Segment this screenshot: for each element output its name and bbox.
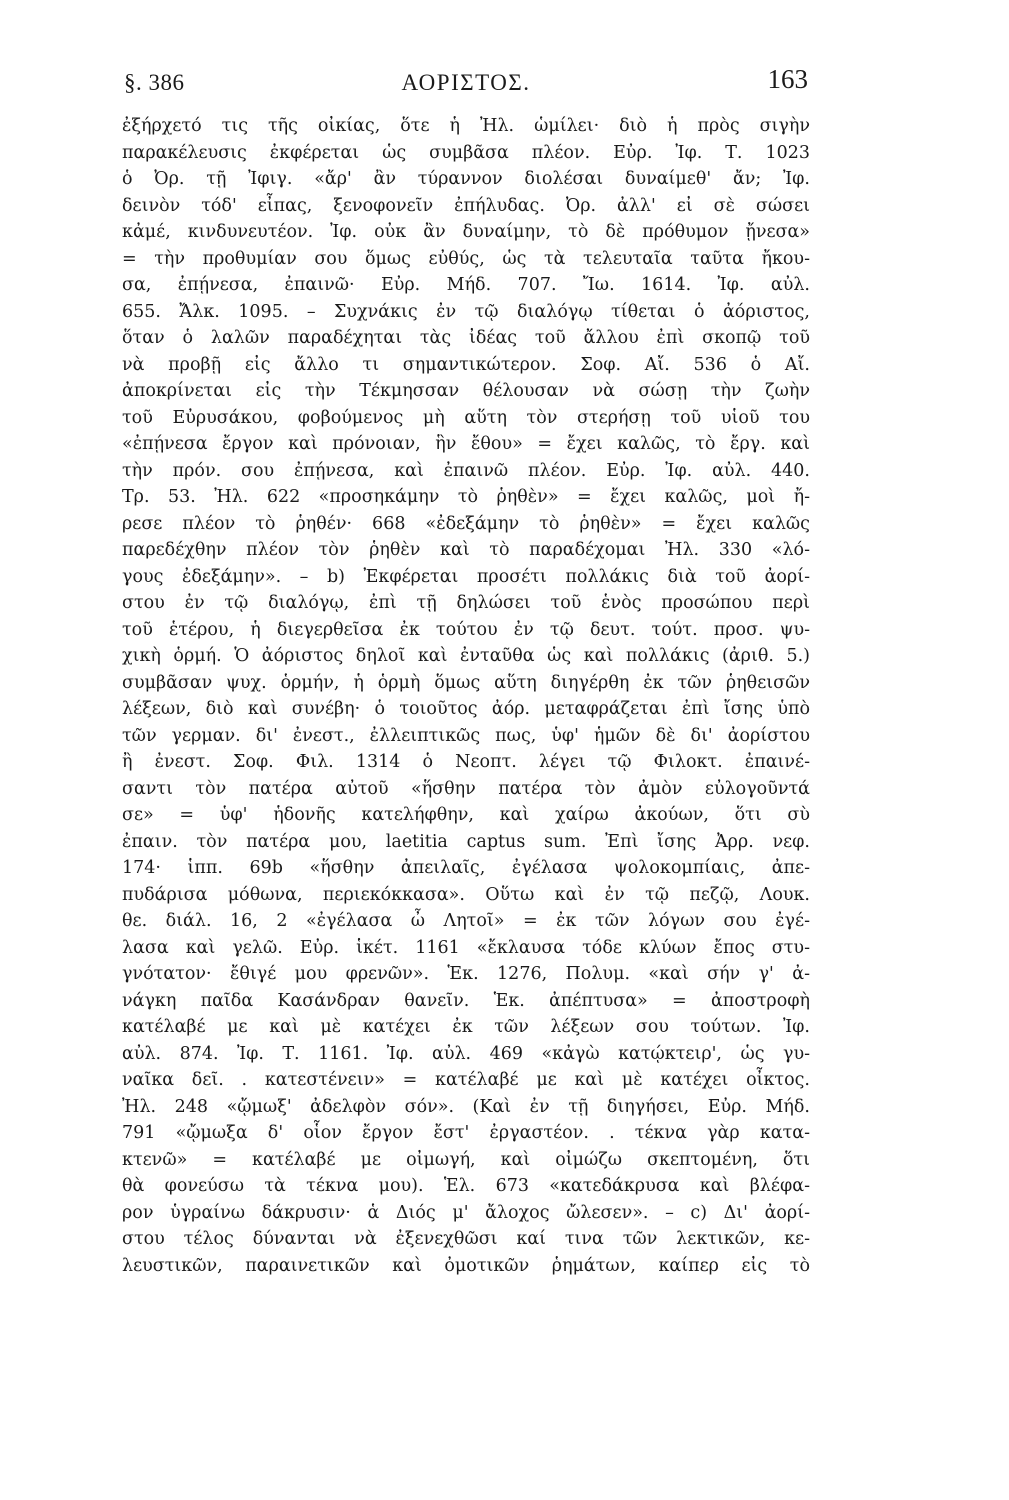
text-line: πυδάρισα μόθωνα, περιεκόκκασα». Οὕτω καὶ ἐν τῷ πεζῷ, Λουκ. <box>122 884 810 905</box>
text-line: ἐπαιν. τὸν πατέρα μου, laetitia captus sum. Ἐπὶ ἴσης Ἀρρ. νεφ. <box>122 831 810 852</box>
text-line: ἀποκρίνεται εἰς τὴν Τέκμησσαν θέλουσαν νὰ σώσῃ τὴν ζωὴν <box>122 381 810 401</box>
text-line: τῶν γερμαν. δι' ἐνεστ., ἐλλειπτικῶς πως, ὑφ' ἡμῶν δὲ δι' ἀορίστου <box>122 725 810 746</box>
text-line: παρακέλευσις ἐκφέρεται ὡς συμβᾶσα πλέον. Εὐρ. Ἰφ. Τ. 1023 <box>122 142 810 163</box>
text-line: 655. Ἄλκ. 1095. – Συχνάκις ἐν τῷ διαλόγῳ τίθεται ὁ ἀόριστος, <box>122 301 810 322</box>
text-line: δεινὸν τόδ' εἶπας, ξενοφονεῖν ἐπήλυδας. Ὀρ. ἀλλ' εἰ σὲ σώσει <box>122 195 810 216</box>
text-line: ναῖκα δεῖ. . κατεστένειν» = κατέλαβέ με καὶ μὲ κατέχει οἶκτος. <box>122 1070 810 1090</box>
text-line: Τρ. 53. Ἠλ. 622 «προσηκάμην τὸ ῥηθὲν» = ἔχει καλῶς, μοὶ ἤ- <box>122 487 810 507</box>
text-line: γους ἐδεξάμην». – b) Ἐκφέρεται προσέτι πολλάκις διὰ τοῦ ἀορί- <box>122 566 810 587</box>
text-line: κατέλαβέ με καὶ μὲ κατέχει ἐκ τῶν λέξεων σου τούτων. Ἰφ. <box>122 1017 810 1037</box>
text-line: σα, ἐπῄνεσα, ἐπαινῶ· Εὐρ. Μήδ. 707. Ἴω. 1614. Ἰφ. αὐλ. <box>122 275 810 295</box>
text-line: «ἐπῄνεσα ἔργον καὶ πρόνοιαν, ἣν ἔθου» = ἔχει καλῶς, τὸ ἔργ. καὶ <box>122 434 810 454</box>
text-line: θε. διάλ. 16, 2 «ἐγέλασα ὦ Λητοῖ» = ἐκ τῶν λόγων σου ἐγέ- <box>122 911 810 931</box>
text-line: σαντι τὸν πατέρα αὐτοῦ «ἥσθην πατέρα τὸν ἀμὸν εὐλογοῦντά <box>122 778 810 799</box>
running-title: ΑΟΡΙΣΤΟΣ. <box>401 70 531 95</box>
running-head <box>124 64 808 104</box>
text-line: νάγκη παῖδα Κασάνδραν θανεῖν. Ἑκ. ἀπέπτυσα» = ἀποστροφὴ <box>122 990 810 1011</box>
text-line: γνότατον· ἔθιγέ μου φρενῶν». Ἑκ. 1276, Πολυμ. «καὶ σήν γ' ἀ- <box>122 964 810 984</box>
text-line: λασα καὶ γελῶ. Εὐρ. ἱκέτ. 1161 «ἔκλαυσα τόδε κλύων ἔπος στυ- <box>122 937 810 958</box>
text-line: ὁ Ὀρ. τῇ Ἰφιγ. «ἄρ' ἂν τύραννον διολέσαι δυναίμεθ' ἄν; Ἰφ. <box>122 169 810 189</box>
text-line: 791 «ᾤμωξα δ' οἷον ἔργον ἔστ' ἐργαστέον. . τέκνα γὰρ κατα- <box>122 1123 810 1143</box>
text-line: θὰ φονεύσω τὰ τέκνα μου). Ἑλ. 673 «κατεδάκρυσα καὶ βλέφα- <box>122 1176 810 1196</box>
text-line: = τὴν προθυμίαν σου ὅμως εὐθύς, ὡς τὰ τελευταῖα ταῦτα ἤκου- <box>122 248 810 269</box>
text-line: νὰ προβῇ εἰς ἄλλο τι σημαντικώτερον. Σοφ. Αἴ. 536 ὁ Αἴ. <box>122 354 810 375</box>
text-line: ὅταν ὁ λαλῶν παραδέχηται τὰς ἰδέας τοῦ ἄλλου ἐπὶ σκοπῷ τοῦ <box>122 328 810 348</box>
text-line: Ἠλ. 248 «ᾤμωξ' ἀδελφὸν σόν». (Καὶ ἐν τῇ διηγήσει, Εὐρ. Μήδ. <box>122 1096 810 1117</box>
text-line: παρεδέχθην πλέον τὸν ῥηθὲν καὶ τὸ παραδέχομαι Ἠλ. 330 «λό- <box>122 540 810 560</box>
text-line: τὴν πρόν. σου ἐπῄνεσα, καὶ ἐπαινῶ πλέον. Εὐρ. Ἰφ. αὐλ. 440. <box>122 460 810 481</box>
text-line: κτενῶ» = κατέλαβέ με οἰμωγή, καὶ οἰμώζω σκεπτομένη, ὅτι <box>122 1149 810 1170</box>
text-line: σε» = ὑφ' ἡδονῆς κατελήφθην, καὶ χαίρω ἀκούων, ὅτι σὺ <box>122 805 810 825</box>
page-number: 163 <box>767 64 808 94</box>
text-line: λευστικῶν, παραινετικῶν καὶ ὀμοτικῶν ῥημάτων, καίπερ εἰς τὸ <box>122 1255 810 1276</box>
text-line: ἐξήρχετό τις τῆς οἰκίας, ὅτε ἡ Ἠλ. ὡμίλει· διὸ ἡ πρὸς σιγὴν <box>122 116 810 136</box>
text-line: στου ἐν τῷ διαλόγῳ, ἐπὶ τῇ δηλώσει τοῦ ἑνὸς προσώπου περὶ <box>122 593 810 613</box>
text-line: 174· ἱππ. 69b «ἥσθην ἀπειλαῖς, ἐγέλασα ψολοκομπίαις, ἀπε- <box>122 858 810 878</box>
text-line: ρεσε πλέον τὸ ῥηθέν· 668 «ἐδεξάμην τὸ ῥηθὲν» = ἔχει καλῶς <box>122 513 810 534</box>
body-text <box>122 113 810 1279</box>
section-number: §. 386 <box>124 70 185 95</box>
text-line: αὐλ. 874. Ἰφ. Τ. 1161. Ἰφ. αὐλ. 469 «κἀγὼ κατῴκτειρ', ὡς γυ- <box>122 1043 810 1064</box>
text-line: λέξεων, διὸ καὶ συνέβη· ὁ τοιοῦτος ἀόρ. μεταφράζεται ἐπὶ ἴσης ὑπὸ <box>122 699 810 719</box>
text-line: κἀμέ, κινδυνευτέον. Ἰφ. οὐκ ἂν δυναίμην, τὸ δὲ πρόθυμον ᾔνεσα» <box>122 222 810 242</box>
text-line: τοῦ Εὐρυσάκου, φοβούμενος μὴ αὕτη τὸν στερήσῃ τοῦ υἱοῦ του <box>122 407 810 428</box>
text-line: τοῦ ἑτέρου, ἡ διεγερθεῖσα ἐκ τούτου ἐν τῷ δευτ. τούτ. προσ. ψυ- <box>122 619 810 640</box>
text-line: ρον ὑγραίνω δάκρυσιν· ἁ Διός μ' ἄλοχος ὤλεσεν». – c) Δι' ἀορί- <box>122 1202 810 1223</box>
text-line: ἢ ἐνεστ. Σοφ. Φιλ. 1314 ὁ Νεοπτ. λέγει τῷ Φιλοκτ. ἐπαινέ- <box>122 752 810 772</box>
text-line: χικὴ ὁρμή. Ὁ ἀόριστος δηλοῖ καὶ ἐνταῦθα ὡς καὶ πολλάκις (ἀριθ. 5.) <box>122 646 810 666</box>
text-line: στου τέλος δύνανται νὰ ἐξενεχθῶσι καί τινα τῶν λεκτικῶν, κε- <box>122 1229 810 1249</box>
text-line: συμβᾶσαν ψυχ. ὁρμήν, ἡ ὁρμὴ ὅμως αὕτη διηγέρθη ἐκ τῶν ῥηθεισῶν <box>122 672 810 693</box>
